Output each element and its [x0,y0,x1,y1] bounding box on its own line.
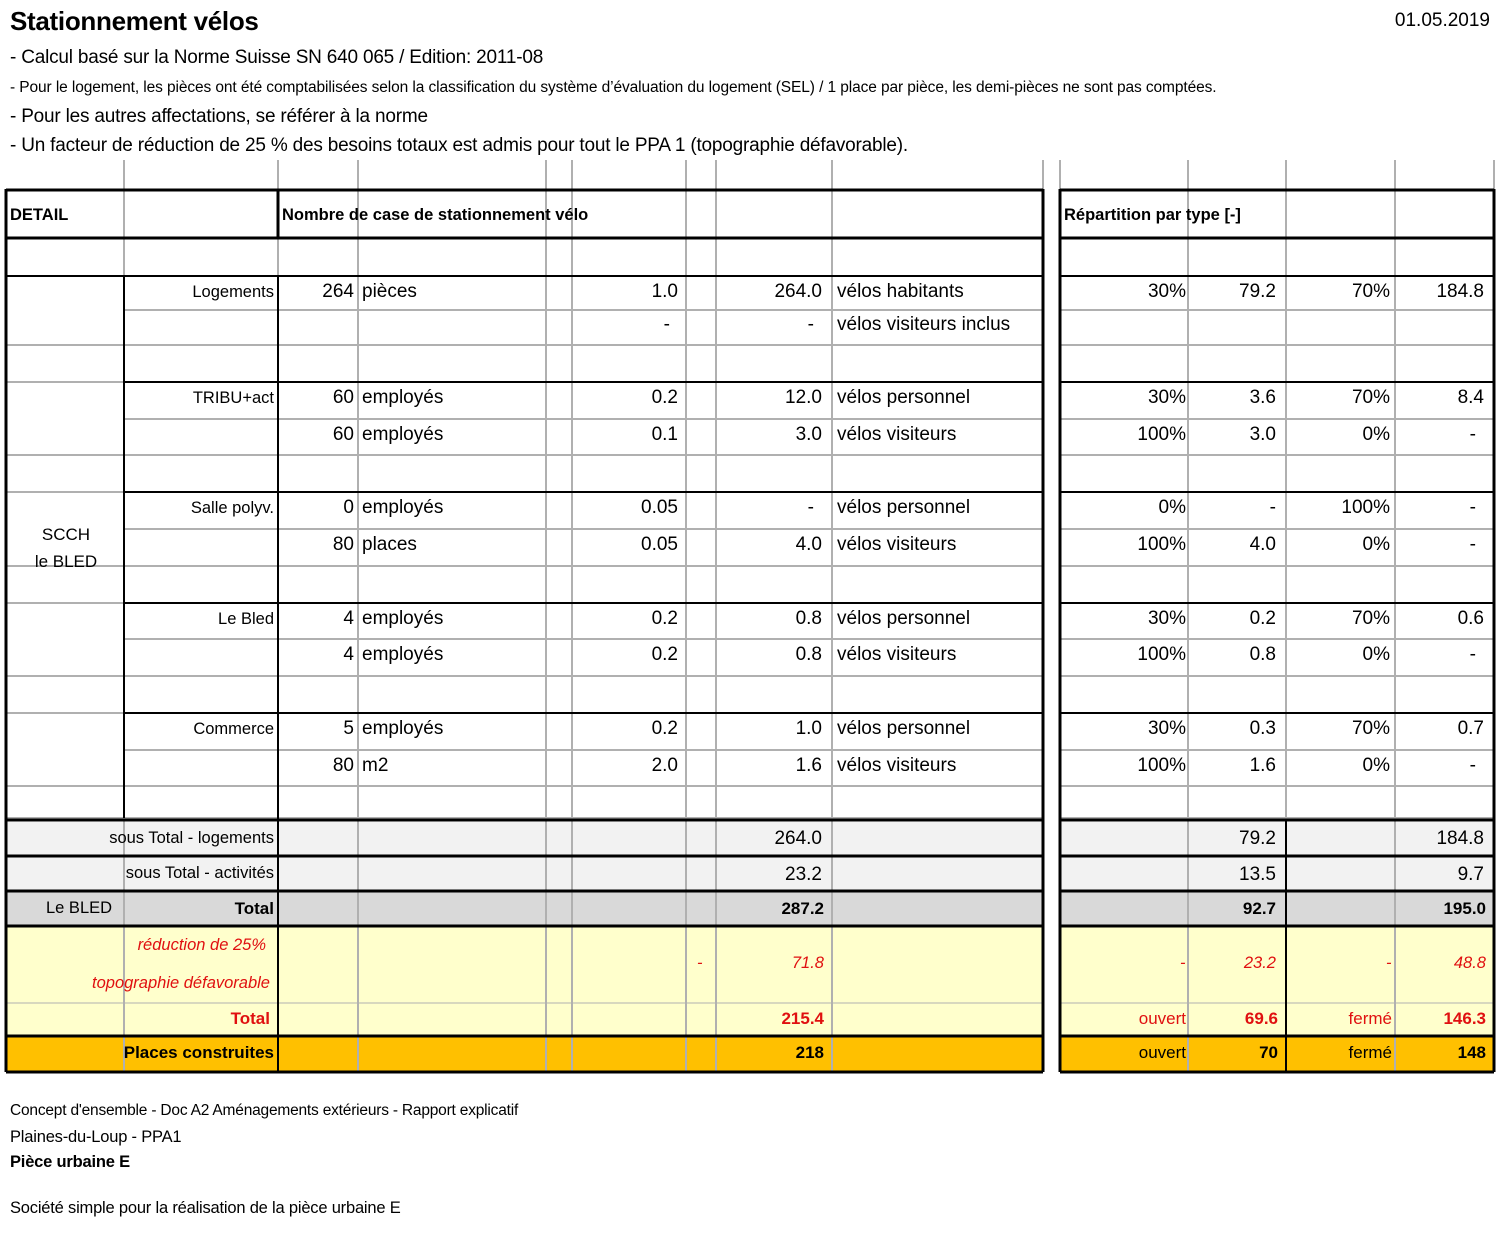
final-total-closed-label: fermé [1348,1009,1392,1028]
row-5-p1: 100% [1137,534,1186,555]
row-4-p1: 0% [1158,497,1186,518]
row-6-v1: 0.2 [1249,608,1276,629]
subtotal-activites-total: 23.2 [785,864,822,885]
reduction-label-1: réduction de 25% [137,936,266,954]
row-9-ratio: 2.0 [651,755,678,776]
row-2-v1: 3.6 [1249,387,1276,408]
row-6-p2: 70% [1351,608,1390,629]
row-6-ratio: 0.2 [651,608,678,629]
row-3-qty: 60 [332,424,354,445]
row-6-cat: Le Bled [218,610,274,628]
row-6-p1: 30% [1147,608,1186,629]
row-9-p2: 0% [1362,755,1390,776]
row-5-unit: places [362,534,417,555]
note-3: - Pour les autres affectations, se référer à la norme [10,106,428,127]
row-5-ratio: 0.05 [641,534,678,555]
total-prefix: Le BLED [46,899,113,917]
row-3-total: 3.0 [795,424,822,445]
row-8-type: vélos personnel [837,718,971,739]
places-open-label: ouvert [1138,1043,1186,1062]
row-7-type: vélos visiteurs [837,644,957,665]
row-2-p2: 70% [1351,387,1390,408]
places-label: Places construites [123,1043,274,1062]
row-3-p2: 0% [1362,424,1390,445]
page-title: Stationnement vélos [10,6,259,36]
group-label-bled: le BLED [34,552,98,571]
row-5-v1: 4.0 [1249,534,1276,555]
row-5-type: vélos visiteurs [837,534,957,555]
row-4-total: - [807,497,814,518]
row-0-p1: 30% [1147,281,1186,302]
row-0-qty: 264 [322,281,354,302]
row-1-type: vélos visiteurs inclus [837,314,1011,335]
row-1-ratio: - [663,314,670,335]
places-closed: 148 [1457,1043,1486,1062]
row-4-type: vélos personnel [837,497,971,518]
reduction-label-2: topographie défavorable [92,974,270,992]
places-total: 218 [795,1043,824,1062]
total-open: 92.7 [1242,899,1276,918]
row-8-p2: 70% [1351,718,1390,739]
subtotal-activites-closed: 9.7 [1457,864,1484,885]
row-8-v1: 0.3 [1249,718,1276,739]
reduction-dash: - [697,954,703,972]
reduction-open: 23.2 [1243,954,1276,972]
row-7-p2: 0% [1362,644,1390,665]
note-2: - Pour le logement, les pièces ont été comptabilisées selon la classification du système d’évaluation du logement (SEL) / 1 place par pièce, les demi-pièces ne sont pas comptées. [10,79,1217,96]
total-value: 287.2 [781,899,824,918]
row-2-type: vélos personnel [837,387,971,408]
row-2-v2: 8.4 [1457,387,1484,408]
row-6-v2: 0.6 [1457,608,1484,629]
row-6-unit: employés [362,608,444,629]
row-4-v1: - [1269,497,1276,518]
row-9-type: vélos visiteurs [837,755,957,776]
row-0-type: vélos habitants [837,281,964,302]
footer-line-1: Concept d'ensemble - Doc A2 Aménagements extérieurs - Rapport explicatif [10,1102,519,1119]
footer-line-2: Plaines-du-Loup - PPA1 [10,1128,182,1146]
reduction-total: 71.8 [791,954,824,972]
row-0-unit: pièces [362,281,417,302]
note-1: - Calcul basé sur la Norme Suisse SN 640 065 / Edition: 2011-08 [10,47,544,68]
row-2-total: 12.0 [785,387,822,408]
header-repartition: Répartition par type [-] [1064,206,1241,224]
row-2-unit: employés [362,387,444,408]
row-7-v1: 0.8 [1249,644,1276,665]
row-0-ratio: 1.0 [651,281,678,302]
row-2-ratio: 0.2 [651,387,678,408]
header-detail: DETAIL [10,206,69,224]
row-2-qty: 60 [332,387,354,408]
header-nombre: Nombre de case de stationnement vélo [282,206,589,224]
row-9-p1: 100% [1137,755,1186,776]
row-5-qty: 80 [332,534,354,555]
reduction-closed-dash: - [1386,954,1392,972]
row-8-p1: 30% [1147,718,1186,739]
row-5-v2: - [1469,534,1476,555]
subtotal-activites-label: sous Total - activités [125,864,274,882]
row-0-cat: Logements [192,283,274,301]
row-7-unit: employés [362,644,444,665]
row-7-ratio: 0.2 [651,644,678,665]
row-9-v2: - [1469,755,1476,776]
row-0-total: 264.0 [774,281,822,302]
row-3-ratio: 0.1 [651,424,678,445]
row-0-p2: 70% [1351,281,1390,302]
row-4-qty: 0 [343,497,354,518]
row-6-qty: 4 [343,608,354,629]
final-total-value: 215.4 [781,1009,824,1028]
places-closed-label: fermé [1348,1043,1392,1062]
row-1-total: - [807,314,814,335]
row-3-v2: - [1469,424,1476,445]
group-label-scch: SCCH [41,525,91,544]
total-label: Total [234,899,274,918]
final-total-closed: 146.3 [1443,1009,1486,1028]
row-3-type: vélos visiteurs [837,424,957,445]
row-6-total: 0.8 [795,608,822,629]
row-3-p1: 100% [1137,424,1186,445]
final-total-open: 69.6 [1244,1009,1278,1028]
total-closed: 195.0 [1443,899,1486,918]
final-total-open-label: ouvert [1138,1009,1186,1028]
final-total-label: Total [230,1009,270,1028]
row-7-qty: 4 [343,644,354,665]
reduction-open-dash: - [1180,954,1186,972]
subtotal-logements-total: 264.0 [774,828,822,849]
row-8-cat: Commerce [193,720,274,738]
subtotal-logements-open: 79.2 [1239,828,1276,849]
row-9-qty: 80 [332,755,354,776]
row-5-total: 4.0 [795,534,822,555]
row-7-v2: - [1469,644,1476,665]
row-8-unit: employés [362,718,444,739]
places-open: 70 [1259,1043,1278,1062]
footer-line-3: Pièce urbaine E [10,1153,130,1171]
row-4-unit: employés [362,497,444,518]
row-8-ratio: 0.2 [651,718,678,739]
row-2-cat: TRIBU+act [192,389,274,407]
row-4-v2: - [1469,497,1476,518]
row-5-p2: 0% [1362,534,1390,555]
note-4: - Un facteur de réduction de 25 % des besoins totaux est admis pour tout le PPA 1 (topographie défavorable). [10,135,908,156]
reduction-closed: 48.8 [1453,954,1486,972]
row-3-unit: employés [362,424,444,445]
row-0-v2: 184.8 [1436,281,1484,302]
row-8-qty: 5 [343,718,354,739]
subtotal-activites-open: 13.5 [1239,864,1276,885]
row-3-v1: 3.0 [1249,424,1276,445]
row-9-v1: 1.6 [1249,755,1276,776]
row-7-p1: 100% [1137,644,1186,665]
row-6-type: vélos personnel [837,608,971,629]
row-0-v1: 79.2 [1239,281,1276,302]
row-8-total: 1.0 [795,718,822,739]
row-4-p2: 100% [1341,497,1390,518]
footer-line-4: Société simple pour la réalisation de la pièce urbaine E [10,1199,401,1217]
row-9-unit: m2 [362,755,389,776]
subtotal-logements-label: sous Total - logements [109,829,274,847]
row-4-ratio: 0.05 [641,497,678,518]
row-8-v2: 0.7 [1457,718,1484,739]
subtotal-logements-closed: 184.8 [1436,828,1484,849]
row-4-cat: Salle polyv. [190,499,274,517]
row-2-p1: 30% [1147,387,1186,408]
document-date: 01.05.2019 [1394,10,1490,31]
row-7-total: 0.8 [795,644,822,665]
row-9-total: 1.6 [795,755,822,776]
